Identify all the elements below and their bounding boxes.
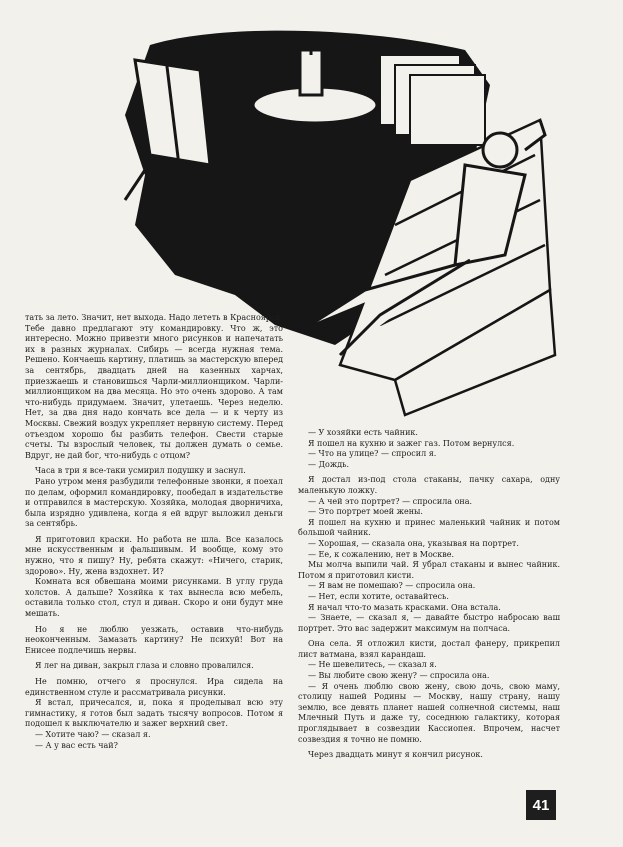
paragraph: Я начал что-то мазать красками. Она встала. <box>308 602 501 612</box>
paragraph: Рано утром меня разбудили телефонные звонки, я поехал по делам, оформил командировку, пообедал в издательстве и отправился в мастерскую. Хозяйка, молодая дворничиха, была изрядно удивлена, когда я ей вдруг выложил деньги за сентябрь. <box>25 476 283 529</box>
paragraph: — Не шевелитесь, — сказал я. <box>308 660 437 670</box>
paragraph: — Знаете, — сказал я, — давайте быстро набросаю ваш портрет. Это вас задержит максимум на полчаса. <box>298 613 560 633</box>
paragraph: Я приготовил краски. Но работа не шла. Все казалось мне искусственным и фальшивым. И вообще, кому это нужно, что я пишу? Ну, ребята скажут: «Ничего, старик, здорово». Ну, жена вздохнет. И? <box>25 534 283 576</box>
paragraph: Я достал из-под стола стаканы, пачку сахара, одну маленькую ложку. <box>298 475 560 495</box>
page-number: 41 <box>526 790 556 820</box>
paragraph: Не помню, отчего я проснулся. Ира сидела на единственном стуле и рассматривала рисунки. <box>25 677 283 697</box>
paragraph: — А чей это портрет? — спросила она. <box>308 496 473 506</box>
paragraph: Через двадцать минут я кончил рисунок. <box>308 750 483 760</box>
paragraph: — У хозяйки есть чайник. <box>308 428 418 437</box>
canvas-stack <box>380 55 485 145</box>
paragraph: Часа в три я все-таки усмирил подушку и заснул. <box>35 466 246 476</box>
paragraph: — Я очень люблю свою жену, свою дочь, свою маму, столицу нашей Родины — Москву, нашу страну, нашу землю, все девять планет нашей солнечной системы, наш Млечный Путь и даже ту, соседнюю галактику, которая проглядывает в созвездии Кассиопея. Впрочем, насчет созвездия я точно не помню. <box>298 681 560 744</box>
paragraph: Она села. Я отложил кисти, достал фанеру, прикрепил лист ватмана, взял карандаш. <box>298 639 560 659</box>
paragraph: Я лег на диван, закрыл глаза и словно провалился. <box>35 661 254 671</box>
paragraph: — А у вас есть чай? <box>35 740 118 750</box>
right-text-column <box>298 428 560 761</box>
paragraph: — Нет, если хотите, оставайтесь. <box>308 591 449 601</box>
paragraph: — Хотите чаю? — сказал я. <box>35 729 151 739</box>
paragraph: Я пошел на кухню и зажег газ. Потом вернулся. <box>308 438 515 448</box>
left-text-column <box>25 313 283 751</box>
paragraph: — Ее, к сожалению, нет в Москве. <box>308 549 455 559</box>
paragraph: — Вы любите свою жену? — спросила она. <box>308 671 490 681</box>
paragraph: тать за лето. Значит, нет выхода. Надо лететь в Красноярск. Тебе давно предлагают эту командировку. Что ж, это интересно. Можно привезти много рисунков и напечатать их в разных журналах. Сибирь — всегда нужная тема. Решено. Кончаешь картину, платишь за мастерскую вперед за сентябрь, двадцать дней на казенных харчах, приезжаешь и становишься Чарли-миллионщиком. Чарли-миллионщиком на два месяца. Но это очень здорово. А там что-нибудь придумаем. Значит, улетаешь. Через неделю. Нет, за два дня надо кончать все дела — и к черту из Москвы. Свежий воздух укрепляет нервную систему. Перед отъездом хорошо бы разбить телефон. Свести старые счеты. Ты взрослый человек, ты должен думать о семье. Вдруг, не дай бог, что-нибудь с отцом? <box>25 313 283 460</box>
paragraph: — Это портрет моей жены. <box>308 507 423 517</box>
paragraph: Но я не люблю уезжать, оставив что-нибудь неоконченным. Замазать картину? Не психуй! Вот на Енисее подлечишь нервы. <box>25 624 283 655</box>
paragraph: — Я вам не помешаю? — спросила она. <box>308 581 476 591</box>
paragraph: Комната вся обвешана моими рисунками. В углу груда холстов. А дальше? Хозяйка к тах вынесла всю мебель, оставила только стол, стул и диван. Скоро и они будут мне мешать. <box>25 577 283 619</box>
paragraph: Я встал, причесался, и, пока я проделывал всю эту гимнастику, я готов был задать тысячу вопросов. Потом я подошел к выключателю и зажег верхний свет. <box>25 698 283 729</box>
paragraph: — Хорошая, — сказала она, указывая на портрет. <box>308 538 519 548</box>
paragraph: Я пошел на кухню и принес маленький чайник и потом большой чайник. <box>298 517 560 538</box>
paragraph: Мы молча выпили чай. Я убрал стаканы и вынес чайник. Потом я приготовил кисти. <box>298 560 560 580</box>
paragraph: — Что на улице? — спросил я. <box>308 449 437 459</box>
paragraph: — Дождь. <box>308 459 350 469</box>
